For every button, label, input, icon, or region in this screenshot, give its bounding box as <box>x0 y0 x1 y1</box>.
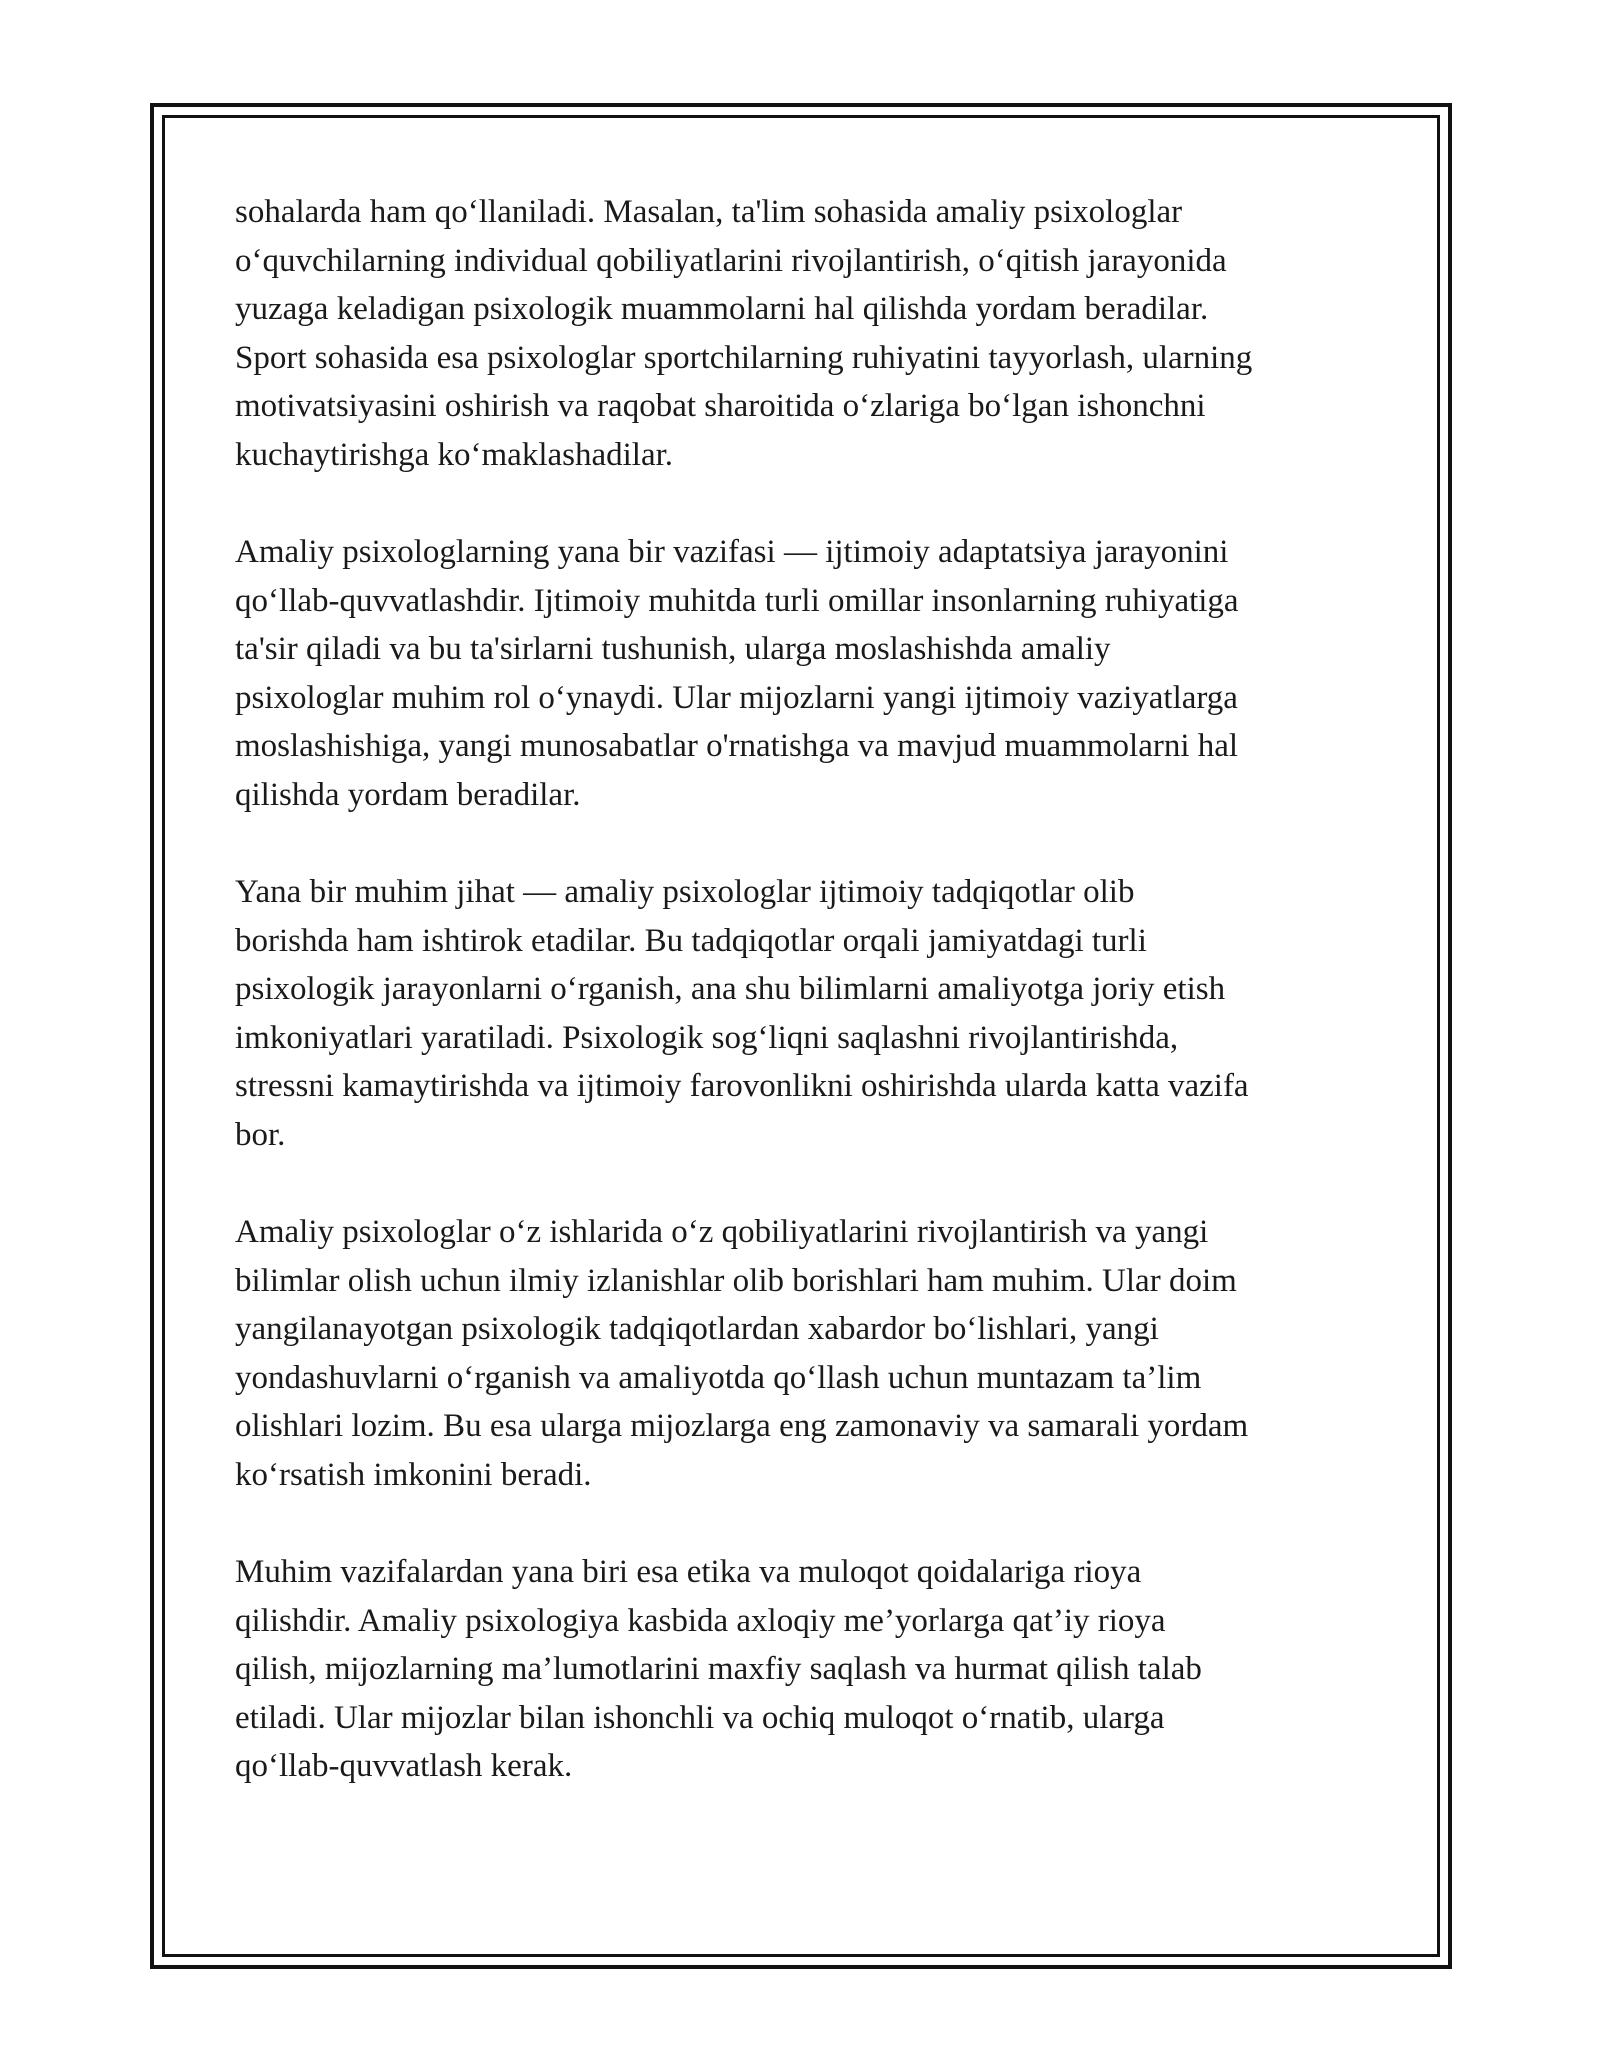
text-line: borishda ham ishtirok etadilar. Bu tadqiqotlar orqali jamiyatdagi turli <box>235 922 1147 959</box>
text-line: Amaliy psixologlarning yana bir vazifasi — ijtimoiy adaptatsiya jarayonini <box>235 534 1229 570</box>
text-line: qilishda yordam beradilar. <box>235 776 581 813</box>
document-body <box>235 188 1375 1840</box>
text-line: Yana bir muhim jihat — amaliy psixologlar ijtimoiy tadqiqotlar olib <box>235 874 1135 910</box>
text-line: etiladi. Ular mijozlar bilan ishonchli va ochiq muloqot o‘rnatib, ularga <box>235 1699 1165 1736</box>
text-line: qo‘llab-quvvatlash kerak. <box>235 1748 573 1784</box>
text-line: Muhim vazifalardan yana biri esa etika va muloqot qoidalariga rioya <box>235 1554 1142 1590</box>
text-line: yondashuvlarni o‘rganish va amaliyotda qo‘llash uchun muntazam ta’lim <box>235 1359 1202 1396</box>
text-line: kuchaytirishga ko‘maklashadilar. <box>235 436 674 473</box>
text-line: yuzaga keladigan psixologik muammolarni hal qilishda yordam beradilar. <box>235 291 1209 327</box>
text-line: stressni kamaytirishda va ijtimoiy farovonlikni oshirishda ularda katta vazifa <box>235 1068 1249 1104</box>
text-line: qilish, mijozlarning ma’lumotlarini maxfiy saqlash va hurmat qilish talab <box>235 1651 1202 1687</box>
text-line: Amaliy psixologlar o‘z ishlarida o‘z qobiliyatlarini rivojlantirish va yangi <box>235 1214 1209 1250</box>
paragraph-2 <box>235 528 1375 819</box>
text-line: ta'sir qiladi va bu ta'sirlarni tushunish, ularga moslashishda amaliy <box>235 631 1111 667</box>
text-line: bor. <box>235 1116 286 1153</box>
text-line: Sport sohasida esa psixologlar sportchilarning ruhiyatini tayyorlash, ularning <box>235 339 1253 376</box>
text-line: bilimlar olish uchun ilmiy izlanishlar olib borishlari ham muhim. Ular doim <box>235 1262 1237 1299</box>
paragraph-3 <box>235 868 1375 1159</box>
text-line: yangilanayotgan psixologik tadqiqotlardan xabardor bo‘lishlari, yangi <box>235 1311 1159 1347</box>
text-line: ko‘rsatish imkonini beradi. <box>235 1456 592 1493</box>
text-line: qilishdir. Amaliy psixologiya kasbida axloqiy me’yorlarga qat’iy rioya <box>235 1602 1166 1639</box>
text-line: imkoniyatlari yaratiladi. Psixologik sog‘liqni saqlashni rivojlantirishda, <box>235 1019 1179 1056</box>
paragraph-1 <box>235 188 1375 479</box>
text-line: psixologik jarayonlarni o‘rganish, ana shu bilimlarni amaliyotga joriy etish <box>235 971 1226 1007</box>
text-line: sohalarda ham qo‘llaniladi. Masalan, ta'lim sohasida amaliy psixologlar <box>235 194 1183 230</box>
text-line: o‘quvchilarning individual qobiliyatlarini rivojlantirish, o‘qitish jarayonida <box>235 242 1227 279</box>
text-line: psixologlar muhim rol o‘ynaydi. Ular mijozlarni yangi ijtimoiy vaziyatlarga <box>235 679 1238 716</box>
text-line: qo‘llab-quvvatlashdir. Ijtimoiy muhitda turli omillar insonlarning ruhiyatiga <box>235 582 1239 619</box>
paragraph-5 <box>235 1548 1375 1791</box>
paragraph-4 <box>235 1208 1375 1499</box>
text-line: moslashishiga, yangi munosabatlar o'rnatishga va mavjud muammolarni hal <box>235 728 1239 764</box>
text-line: motivatsiyasini oshirish va raqobat sharoitida o‘zlariga bo‘lgan ishonchni <box>235 388 1206 424</box>
text-line: olishlari lozim. Bu esa ularga mijozlarga eng zamonaviy va samarali yordam <box>235 1408 1249 1444</box>
